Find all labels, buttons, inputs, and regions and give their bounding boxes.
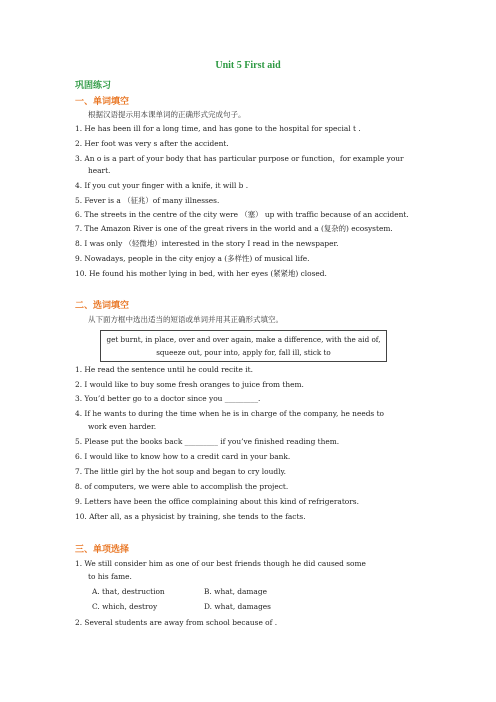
s2-item-1: 1. He read the sentence until he could recite it. (75, 365, 253, 374)
s1-item-10: 10. He found his mother lying in bed, with her eyes (紧紧地) closed. (75, 269, 327, 278)
s1-item-3-cont: heart. (88, 166, 111, 175)
section2-heading: 二、选词填空 (75, 301, 130, 311)
s1-item-6: 6. The streets in the centre of the city were （塞） up with traffic because of an accident. (75, 210, 409, 219)
practice-heading: 巩固练习 (75, 81, 112, 91)
section2-instruction: 从下面方框中选出适当的短语或单词并用其正确形式填空。 (88, 315, 283, 324)
s2-item-3: 3. You’d better go to a doctor since you _________. (75, 394, 261, 403)
word-bank-line-2: squeeze out, pour into, apply for, fall ill, stick to (156, 348, 331, 357)
s2-item-4: 4. If he wants to during the time when he is in charge of the company, he needs to (75, 409, 384, 418)
s3-q1-cont: to his fame. (88, 572, 132, 581)
section1-instruction: 根据汉语提示用本课单词的正确形式完成句子。 (88, 110, 246, 119)
s2-item-6: 6. I would like to know how to a credit card in your bank. (75, 452, 291, 461)
s2-item-5: 5. Please put the books back _________ if you’ve finished reading them. (75, 437, 340, 446)
s3-q1-option-b: B. what, damage (204, 587, 267, 596)
s1-item-3: 3. An o is a part of your body that has particular purpose or function，for example your (75, 154, 404, 163)
s3-q1-option-d: D. what, damages (204, 602, 271, 611)
section3-heading: 三、单项选择 (75, 545, 130, 555)
section1-heading: 一、单词填空 (75, 97, 130, 107)
s2-item-10: 10. After all, as a physicist by training, she tends to the facts. (75, 512, 306, 521)
s1-item-2: 2. Her foot was very s after the accident. (75, 139, 229, 148)
word-bank-line-1: get burnt, in place, over and over again, make a difference, with the aid of, (106, 335, 381, 344)
s3-q1: 1. We still consider him as one of our best friends though he did caused some (75, 559, 366, 568)
s2-item-8: 8. of computers, we were able to accomplish the project. (75, 482, 289, 491)
s1-item-5: 5. Fever is a （征兆）of many illnesses. (75, 196, 220, 205)
s3-q1-option-c: C. which, destroy (92, 602, 158, 611)
s2-item-9: 9. Letters have been the office complaining about this kind of refrigerators. (75, 497, 359, 506)
page-title: Unit 5 First aid (215, 60, 281, 71)
s1-item-9: 9. Nowadays, people in the city enjoy a (多样性) of musical life. (75, 254, 310, 263)
s1-item-1: 1. He has been ill for a long time, and has gone to the hospital for special t . (75, 124, 361, 133)
s3-q2: 2. Several students are away from school because of . (75, 618, 278, 627)
s1-item-4: 4. If you cut your finger with a knife, it will b . (75, 181, 249, 190)
s1-item-7: 7. The Amazon River is one of the great rivers in the world and a (复杂的) ecosystem. (75, 224, 393, 233)
s1-item-8: 8. I was only （轻微地）interested in the story I read in the newspaper. (75, 239, 339, 248)
s2-item-2: 2. I would like to buy some fresh oranges to juice from them. (75, 380, 304, 389)
s2-item-7: 7. The little girl by the hot soup and began to cry loudly. (75, 467, 287, 476)
word-bank-box (100, 330, 387, 362)
s2-item-4-cont: work even harder. (88, 422, 157, 431)
s3-q1-option-a: A. that, destruction (92, 587, 165, 596)
